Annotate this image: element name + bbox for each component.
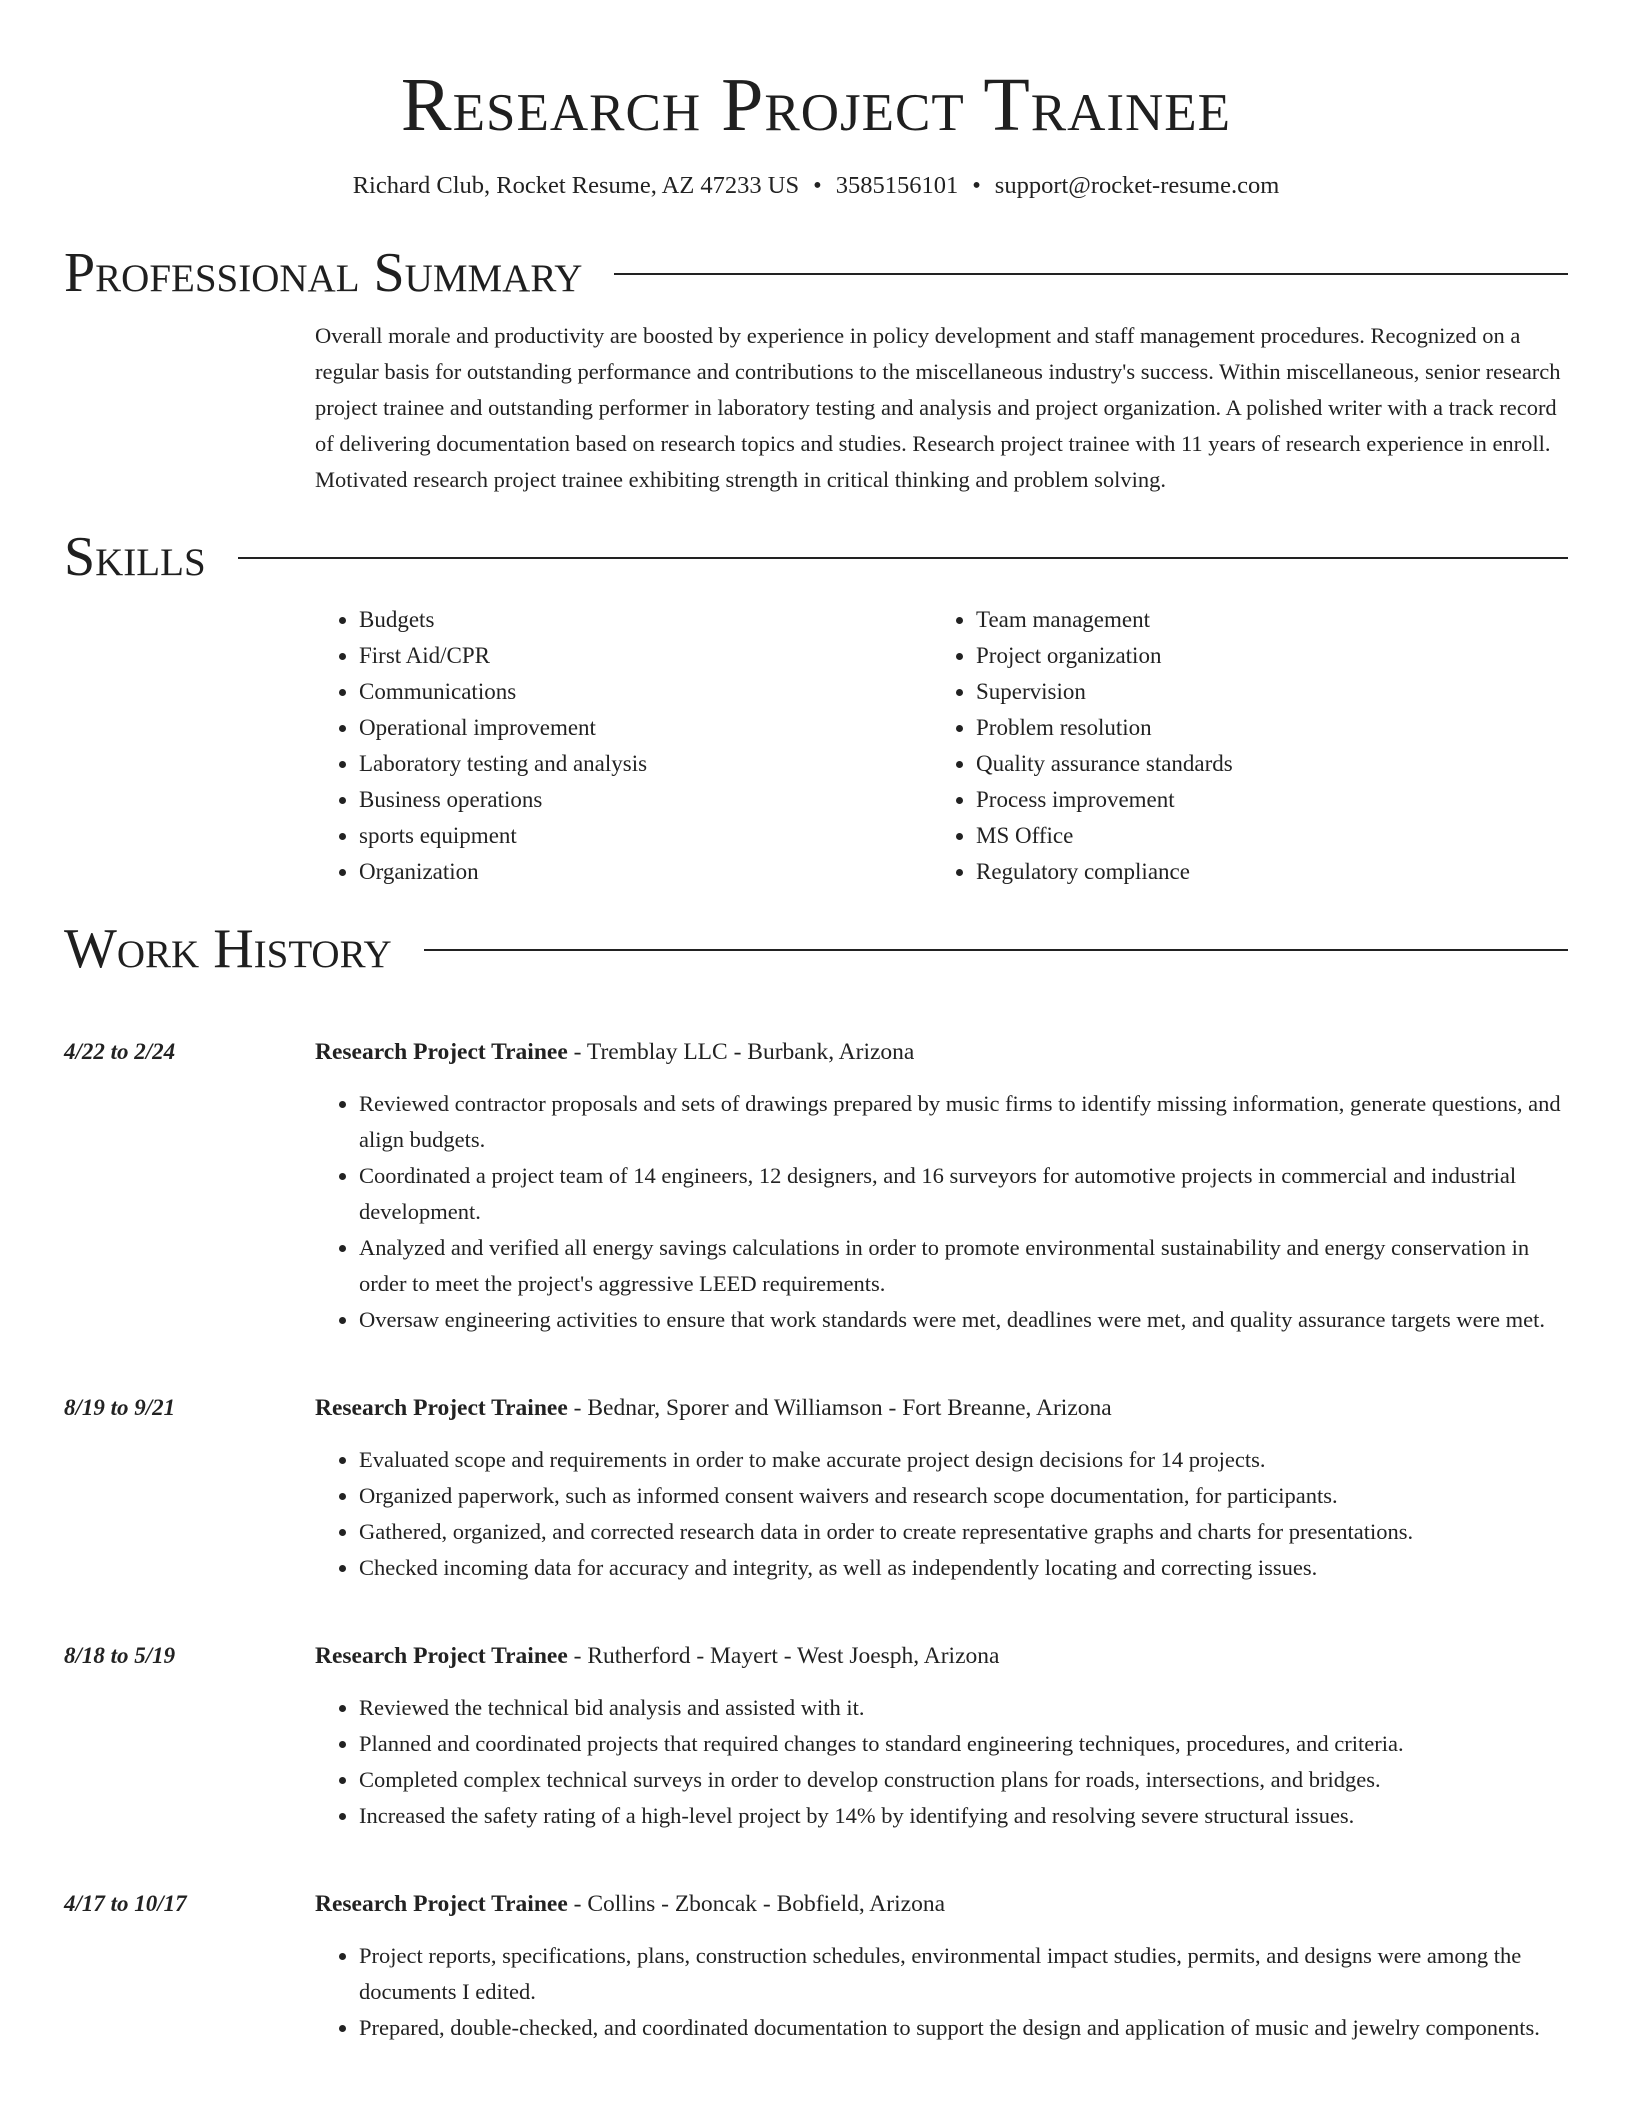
contact-address: Richard Club, Rocket Resume, AZ 47233 US [352, 172, 800, 199]
job-title: Research Project Trainee [315, 1039, 568, 1065]
skill-item: • sports equipment [359, 818, 932, 854]
skills-list [315, 602, 1568, 890]
summary-text: Overall morale and productivity are boosted by experience in policy development and staff management procedures. Recognized on a regular basis for outstanding performance and contributions to the miscellaneous industry's success. Within miscellaneous, senior research project trainee and outstanding performer in laboratory testing and analysis and project organization. A polished writer with a track record of delivering documentation based on research topics and studies. Research project trainee with 11 years of research experience in enroll. Motivated research project trainee exhibiting strength in critical thinking and problem solving. [315, 323, 1561, 492]
job-heading [315, 1034, 1568, 1070]
skill-item: • Business operations [359, 782, 932, 818]
skills-column-left [315, 602, 932, 890]
contact-separator: • [813, 172, 822, 199]
job-entry [64, 1034, 1568, 1338]
job-body [315, 1886, 1568, 2046]
job-body [315, 1034, 1568, 1338]
job-title: Research Project Trainee [315, 1395, 568, 1421]
resume-title: Research Project Trainee [400, 63, 1232, 147]
job-entry [64, 1886, 1568, 2046]
skill-item: • Budgets [359, 602, 932, 638]
job-bullet: • Prepared, double-checked, and coordinated documentation to support the design and application of music and jewelry components. [359, 2010, 1568, 2046]
skill-item: • Communications [359, 674, 932, 710]
job-company: - Collins - Zboncak - Bobfield, Arizona [567, 1891, 945, 1917]
section-divider [424, 949, 1568, 951]
job-body [315, 1390, 1568, 1586]
section-divider [238, 557, 1568, 559]
job-title: Research Project Trainee [315, 1891, 568, 1917]
job-bullet: • Reviewed contractor proposals and sets of drawings prepared by music firms to identify missing information, generate questions, and align budgets. [359, 1086, 1568, 1158]
job-company: - Tremblay LLC - Burbank, Arizona [567, 1039, 915, 1065]
job-bullet: • Completed complex technical surveys in order to develop construction plans for roads, intersections, and bridges. [359, 1762, 1568, 1798]
skill-item: • Supervision [976, 674, 1549, 710]
contact-separator: • [972, 172, 981, 199]
job-heading [315, 1638, 1568, 1674]
job-bullets [315, 1086, 1568, 1338]
job-bullet: • Coordinated a project team of 14 engineers, 12 designers, and 16 surveyors for automotive projects in commercial and industrial development. [359, 1158, 1568, 1230]
section-divider [614, 273, 1568, 275]
job-title: Research Project Trainee [315, 1643, 568, 1669]
skill-item: • MS Office [976, 818, 1549, 854]
job-bullet: • Oversaw engineering activities to ensure that work standards were met, deadlines were met, and quality assurance targets were met. [359, 1302, 1568, 1338]
summary-heading: Professional Summary [64, 242, 583, 304]
skill-item: • Process improvement [976, 782, 1549, 818]
skills-heading: Skills [64, 526, 206, 588]
job-dates: 4/22 to 2/24 [64, 1039, 176, 1064]
job-body [315, 1638, 1568, 1834]
job-bullets [315, 1938, 1568, 2046]
skill-item: • Quality assurance standards [976, 746, 1549, 782]
job-bullet: • Analyzed and verified all energy savings calculations in order to promote environmental sustainability and energy conservation in order to meet the project's aggressive LEED requirements. [359, 1230, 1568, 1302]
job-heading [315, 1886, 1568, 1922]
skill-item: • First Aid/CPR [359, 638, 932, 674]
job-dates: 8/19 to 9/21 [64, 1395, 176, 1420]
job-bullet: • Evaluated scope and requirements in order to make accurate project design decisions for 14 projects. [359, 1442, 1568, 1478]
job-bullet: • Gathered, organized, and corrected research data in order to create representative graphs and charts for presentations. [359, 1514, 1568, 1550]
job-dates: 8/18 to 5/19 [64, 1643, 176, 1668]
work-section-header [64, 916, 1568, 982]
skills-column-right [932, 602, 1549, 890]
job-bullet: • Organized paperwork, such as informed consent waivers and research scope documentation, for participants. [359, 1478, 1568, 1514]
job-bullet: • Project reports, specifications, plans, construction schedules, environmental impact studies, permits, and designs were among the documents I edited. [359, 1938, 1568, 2010]
job-bullet: • Reviewed the technical bid analysis and assisted with it. [359, 1690, 1568, 1726]
job-company: - Bednar, Sporer and Williamson - Fort Breanne, Arizona [567, 1395, 1112, 1421]
work-history-list [64, 1034, 1568, 2046]
job-heading [315, 1390, 1568, 1426]
job-bullets [315, 1442, 1568, 1586]
job-company: - Rutherford - Mayert - West Joesph, Arizona [567, 1643, 1000, 1669]
job-bullet: • Checked incoming data for accuracy and integrity, as well as independently locating and correcting issues. [359, 1550, 1568, 1586]
job-bullet: • Planned and coordinated projects that required changes to standard engineering techniques, procedures, and criteria. [359, 1726, 1568, 1762]
job-dates: 4/17 to 10/17 [64, 1891, 187, 1916]
skills-section-header [64, 524, 1568, 590]
skill-item: • Project organization [976, 638, 1549, 674]
contact-email: support@rocket-resume.com [994, 172, 1280, 199]
skill-item: • Team management [976, 602, 1549, 638]
skill-item: • Operational improvement [359, 710, 932, 746]
contact-phone: 3585156101 [835, 172, 959, 199]
skill-item: • Laboratory testing and analysis [359, 746, 932, 782]
skill-item: • Organization [359, 854, 932, 890]
skill-item: • Problem resolution [976, 710, 1549, 746]
job-bullets [315, 1690, 1568, 1834]
job-entry [64, 1390, 1568, 1586]
skill-item: • Regulatory compliance [976, 854, 1549, 890]
job-bullet: • Increased the safety rating of a high-level project by 14% by identifying and resolving severe structural issues. [359, 1798, 1568, 1834]
job-entry [64, 1638, 1568, 1834]
summary-section-header [64, 240, 1568, 306]
work-heading: Work History [64, 918, 392, 980]
contact-line [64, 170, 1568, 202]
